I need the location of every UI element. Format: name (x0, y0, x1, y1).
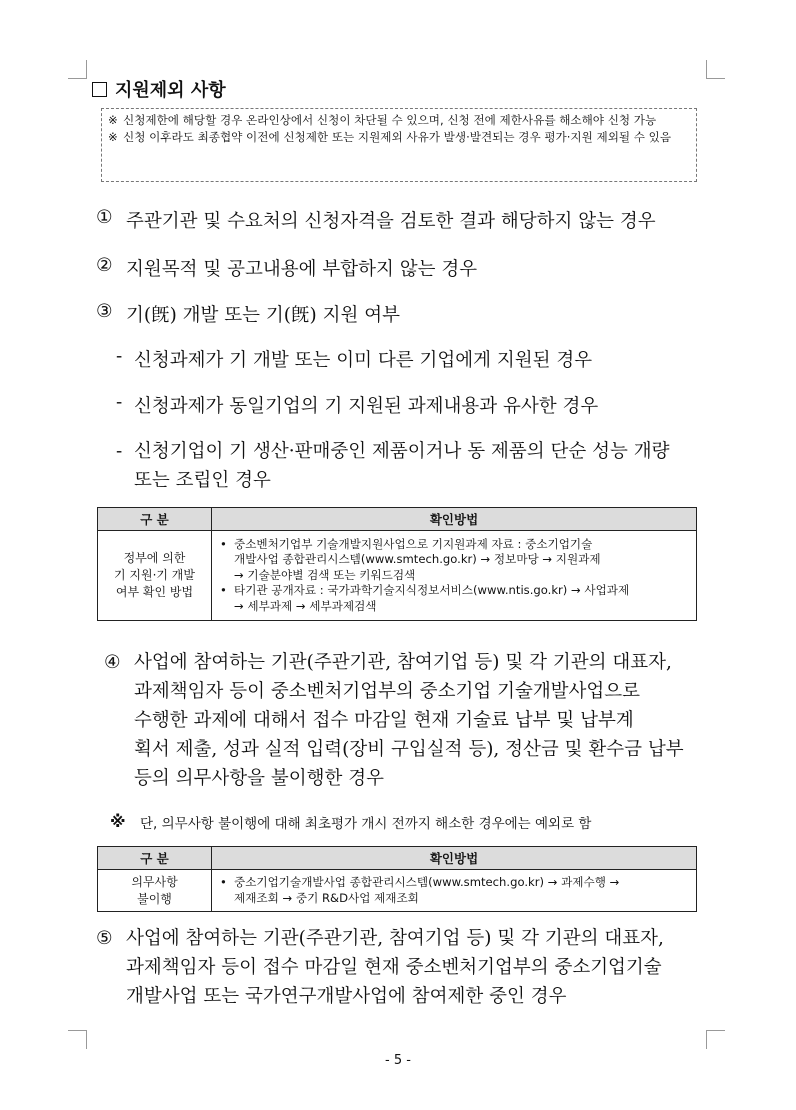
table-method-cell (212, 870, 697, 912)
item-text: 주관기관 및 수요처의 신청자격을 검토한 결과 해당하지 않는 경우 (126, 211, 656, 232)
exclusion-item-2 (96, 255, 477, 281)
reference-mark: ※ (110, 812, 126, 831)
dash-bullet: - (116, 346, 123, 367)
method-line: 타기관 공개자료 : 국가과학기술지식정보서비스(www.ntis.go.kr) → 사업과제 (234, 583, 630, 598)
table-method-cell (212, 531, 697, 621)
exclusion-item-4 (104, 648, 684, 793)
verification-table-2 (97, 846, 697, 912)
item-text: 지원목적 및 공고내용에 부합하지 않는 경우 (126, 259, 478, 280)
bullet-dot: • (220, 536, 227, 551)
exclusion-item-5 (96, 924, 664, 1011)
crop-mark-top-right (706, 60, 725, 79)
reference-mark: ※ (108, 113, 118, 127)
reference-mark: ※ (108, 129, 118, 144)
table-header-category: 구 분 (98, 847, 212, 870)
method-text (234, 875, 619, 906)
item-row (104, 648, 684, 793)
item-line: 등의 의무사항을 불이행한 경우 (134, 768, 384, 789)
method-line: → 기술분야별 검색 또는 키워드검색 (234, 567, 416, 582)
notice-text: 신청제한에 해당할 경우 온라인상에서 신청이 차단될 수 있으며, 신청 전에 제한사유를 해소해야 신청 가능 (123, 113, 657, 127)
method-text (234, 583, 629, 614)
item-line: 사업에 참여하는 기관(주관기관, 참여기업 등) 및 각 기관의 대표자, (126, 928, 664, 949)
exception-note-text: 단, 의무사항 불이행에 대해 최초평가 개시 전까지 해소한 경우에는 예외로 함 (140, 816, 592, 832)
checkbox-square-icon (92, 82, 107, 97)
sub-item (116, 437, 669, 495)
sub-item-text: 신청과제가 동일기업의 기 지원된 과제내용과 유사한 경우 (134, 396, 599, 417)
sub-item-line: 또는 조립인 경우 (134, 470, 271, 491)
item-row (96, 924, 664, 1011)
item-text: 기(旣) 개발 또는 기(旣) 지원 여부 (126, 305, 400, 326)
section-title (92, 76, 226, 102)
table-header-method: 확인방법 (212, 847, 697, 870)
item-line: 획서 제출, 성과 실적 입력(장비 구입실적 등), 정산금 및 환수금 납부 (134, 739, 684, 760)
method-line: 중소기업기술개발사업 종합관리시스템(www.smtech.go.kr) → 과제수행 → (234, 875, 620, 889)
item-number: ② (96, 255, 113, 276)
verification-table-1 (97, 507, 697, 621)
notice-line (108, 112, 690, 129)
item-text (134, 648, 684, 793)
table-header-category: 구 분 (98, 508, 212, 531)
item-line: 과제책임자 등이 중소벤처기업부의 중소기업 기술개발사업으로 (134, 681, 641, 702)
item-line: 사업에 참여하는 기관(주관기관, 참여기업 등) 및 각 기관의 대표자, (134, 652, 672, 673)
method-bullet (220, 875, 690, 906)
notice-text: 신청 이후라도 최종협약 이전에 신청제한 또는 지원제외 사유가 발생·발견되는 경우 평가·지원 제외될 수 있음 (123, 129, 672, 144)
notice-line (108, 129, 690, 146)
sub-item (116, 392, 598, 418)
bullet-dot: • (220, 875, 227, 889)
category-line: 여부 확인 방법 (115, 585, 194, 599)
dash-bullet: - (116, 392, 123, 413)
item-number: ⑤ (96, 928, 113, 949)
sub-item-text: 신청과제가 기 개발 또는 이미 다른 기업에게 지원된 경우 (134, 350, 593, 371)
sub-item-text (134, 437, 669, 495)
category-line: 의무사항 (131, 874, 178, 889)
category-line: 불이행 (137, 891, 172, 906)
exclusion-item-1 (96, 207, 656, 233)
method-line: 제재조회 → 중기 R&D사업 제재조회 (234, 890, 419, 905)
item-text (126, 924, 664, 1011)
item-number: ① (96, 207, 113, 228)
table-category-cell (98, 870, 212, 912)
page-number: - 5 - (385, 1053, 411, 1068)
section-title-text: 지원제외 사항 (115, 80, 226, 101)
method-text (234, 537, 601, 584)
table-category-cell (98, 531, 212, 621)
method-line: 개발사업 종합관리시스템(www.smtech.go.kr) → 정보마당 → 지원과제 (234, 552, 601, 567)
item-line: 수행한 과제에 대해서 접수 마감일 현재 기술료 납부 및 납부계 (134, 710, 634, 731)
exclusion-item-3 (96, 301, 400, 327)
item-number: ④ (104, 652, 121, 673)
method-line: 중소벤처기업부 기술개발지원사업으로 기지원과제 자료 : 중소기업기술 (234, 536, 593, 551)
item-number: ③ (96, 301, 113, 322)
dash-bullet: - (116, 441, 123, 462)
method-line: → 세부과제 → 세부과제검색 (234, 598, 377, 613)
sub-item (116, 346, 592, 372)
sub-item-line: 신청기업이 기 생산·판매중인 제품이거나 동 제품의 단순 성능 개량 (134, 441, 670, 462)
bullet-dot: • (220, 583, 227, 598)
category-line: 정부에 의한 (123, 551, 186, 565)
method-bullet (220, 583, 690, 614)
crop-mark-bottom-right (706, 1030, 725, 1049)
notice-box (101, 108, 697, 182)
exception-note (110, 812, 591, 832)
table-header-method: 확인방법 (212, 508, 697, 531)
item-line: 과제책임자 등이 접수 마감일 현재 중소벤처기업부의 중소기업기술 (126, 957, 662, 978)
category-line: 기 지원·기 개발 (114, 568, 195, 582)
item-line: 개발사업 또는 국가연구개발사업에 참여제한 중인 경우 (126, 986, 567, 1007)
method-bullet (220, 537, 690, 584)
crop-mark-bottom-left (68, 1030, 87, 1049)
crop-mark-top-left (68, 60, 87, 79)
